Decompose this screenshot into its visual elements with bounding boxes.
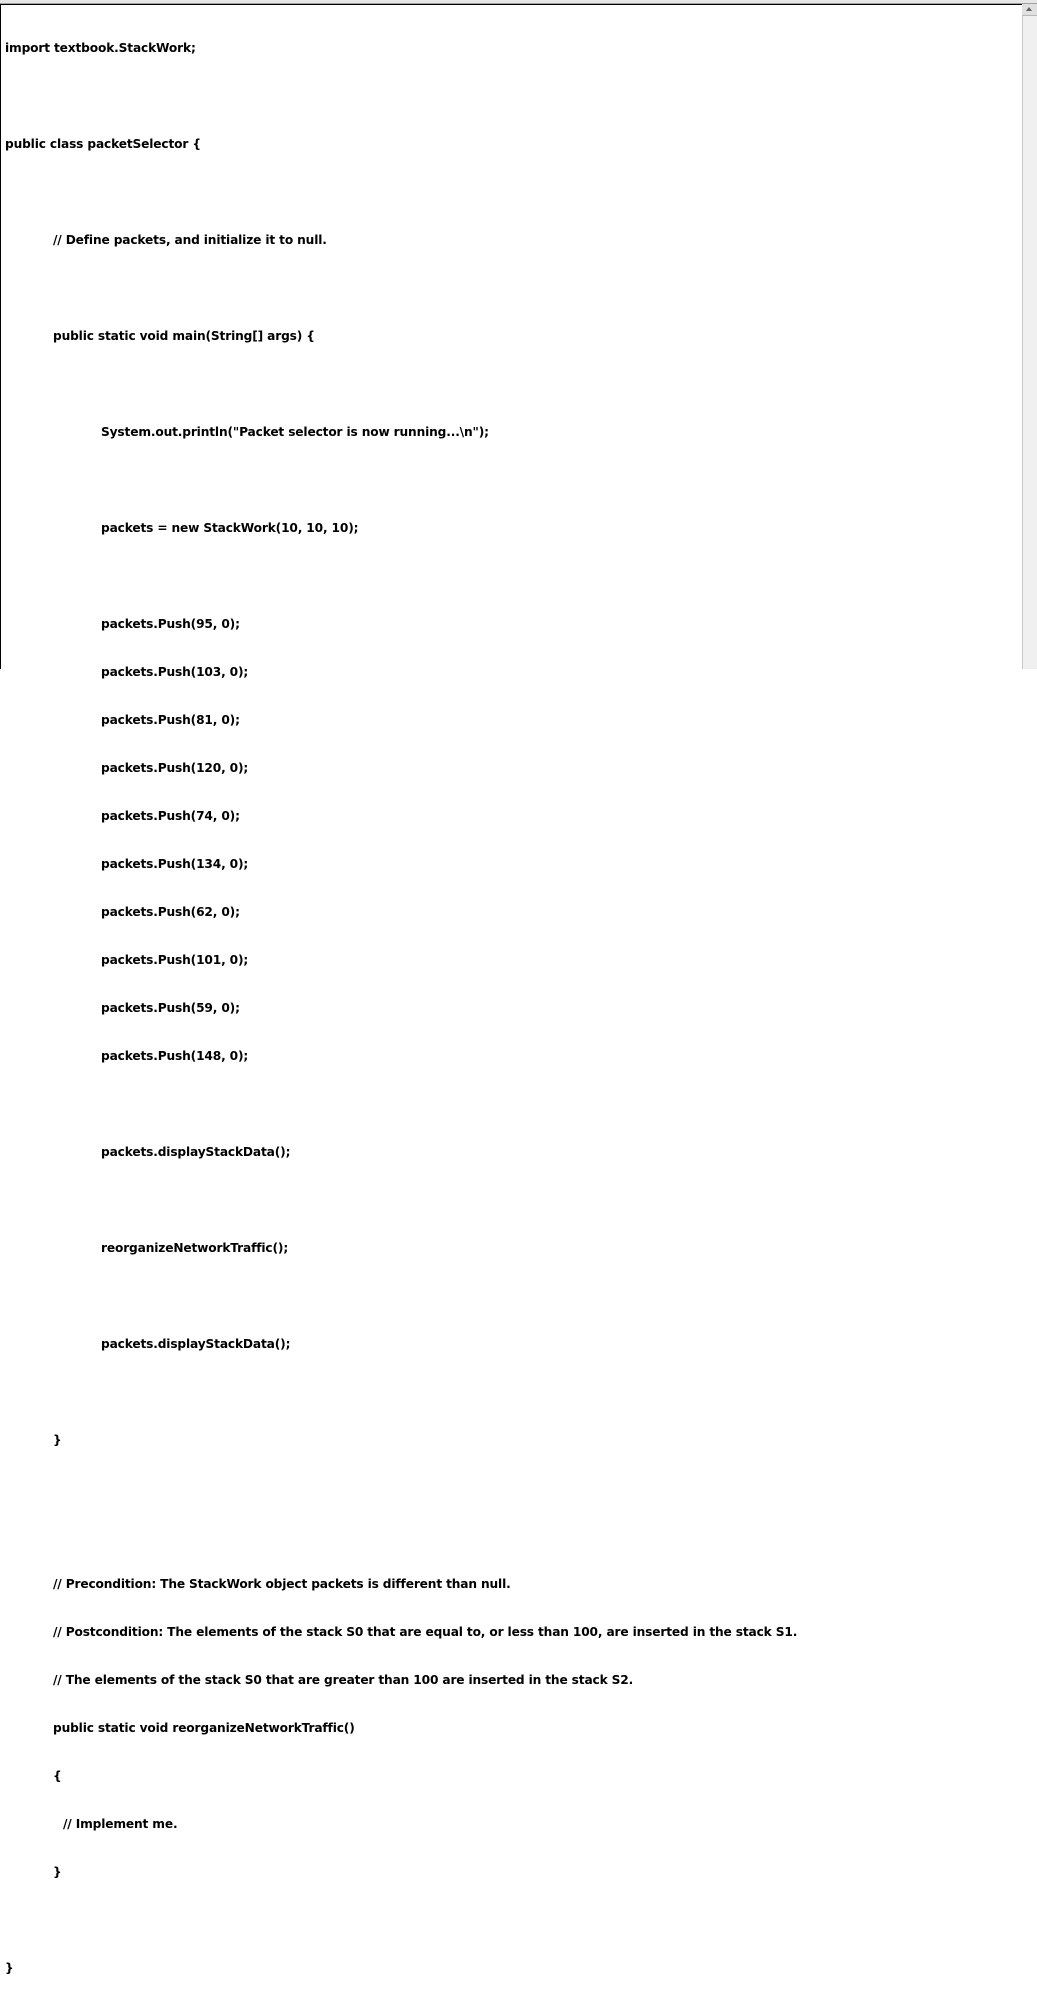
code-line: reorganizeNetworkTraffic(); xyxy=(101,1241,289,1255)
code-line: } xyxy=(53,1865,62,1879)
code-line xyxy=(5,88,797,104)
code-line xyxy=(5,280,797,296)
code-line: import textbook.StackWork; xyxy=(5,41,196,55)
code-line xyxy=(5,1528,797,1544)
code-line: packets.Push(148, 0); xyxy=(101,1049,249,1063)
code-line: System.out.println("Packet selector is now running...\n"); xyxy=(101,425,489,439)
code-line xyxy=(5,1192,797,1208)
code-line: // Define packets, and initialize it to null. xyxy=(53,233,327,247)
code-line xyxy=(5,1480,797,1496)
code-line xyxy=(5,1912,797,1928)
code-line: // Precondition: The StackWork object packets is different than null. xyxy=(53,1577,511,1591)
code-line: } xyxy=(5,1961,14,1975)
code-line: packets.Push(74, 0); xyxy=(101,809,240,823)
code-line: packets.displayStackData(); xyxy=(101,1145,291,1159)
code-line: packets.Push(134, 0); xyxy=(101,857,249,871)
code-line: packets.Push(62, 0); xyxy=(101,905,240,919)
code-line: packets.Push(59, 0); xyxy=(101,1001,240,1015)
chevron-up-icon xyxy=(1026,7,1032,11)
code-line: // Postcondition: The elements of the stack S0 that are equal to, or less than 100, are inserted in the stack S1. xyxy=(53,1625,798,1639)
code-line: packets.displayStackData(); xyxy=(101,1337,291,1351)
code-line xyxy=(5,184,797,200)
code-line: public static void main(String[] args) { xyxy=(53,329,315,343)
code-line xyxy=(5,376,797,392)
code-line: packets.Push(81, 0); xyxy=(101,713,240,727)
code-line: public static void reorganizeNetworkTraffic() xyxy=(53,1721,355,1735)
code-line xyxy=(5,1288,797,1304)
code-text xyxy=(5,8,797,2008)
code-line: packets.Push(120, 0); xyxy=(101,761,249,775)
code-line: // Implement me. xyxy=(63,1817,178,1831)
code-line xyxy=(5,1096,797,1112)
vertical-scrollbar[interactable] xyxy=(1022,4,1037,669)
code-line xyxy=(5,1384,797,1400)
scroll-up-button[interactable] xyxy=(1022,4,1037,16)
code-line xyxy=(5,472,797,488)
code-line: } xyxy=(53,1433,62,1447)
code-line xyxy=(5,568,797,584)
code-line: // The elements of the stack S0 that are greater than 100 are inserted in the stack S2. xyxy=(53,1673,634,1687)
code-line: public class packetSelector { xyxy=(5,137,201,151)
code-line: packets.Push(95, 0); xyxy=(101,617,240,631)
code-line: packets.Push(103, 0); xyxy=(101,665,249,679)
code-line: packets.Push(101, 0); xyxy=(101,953,249,967)
code-line: packets = new StackWork(10, 10, 10); xyxy=(101,521,359,535)
code-line: { xyxy=(53,1769,62,1783)
code-editor[interactable] xyxy=(0,4,1022,1975)
